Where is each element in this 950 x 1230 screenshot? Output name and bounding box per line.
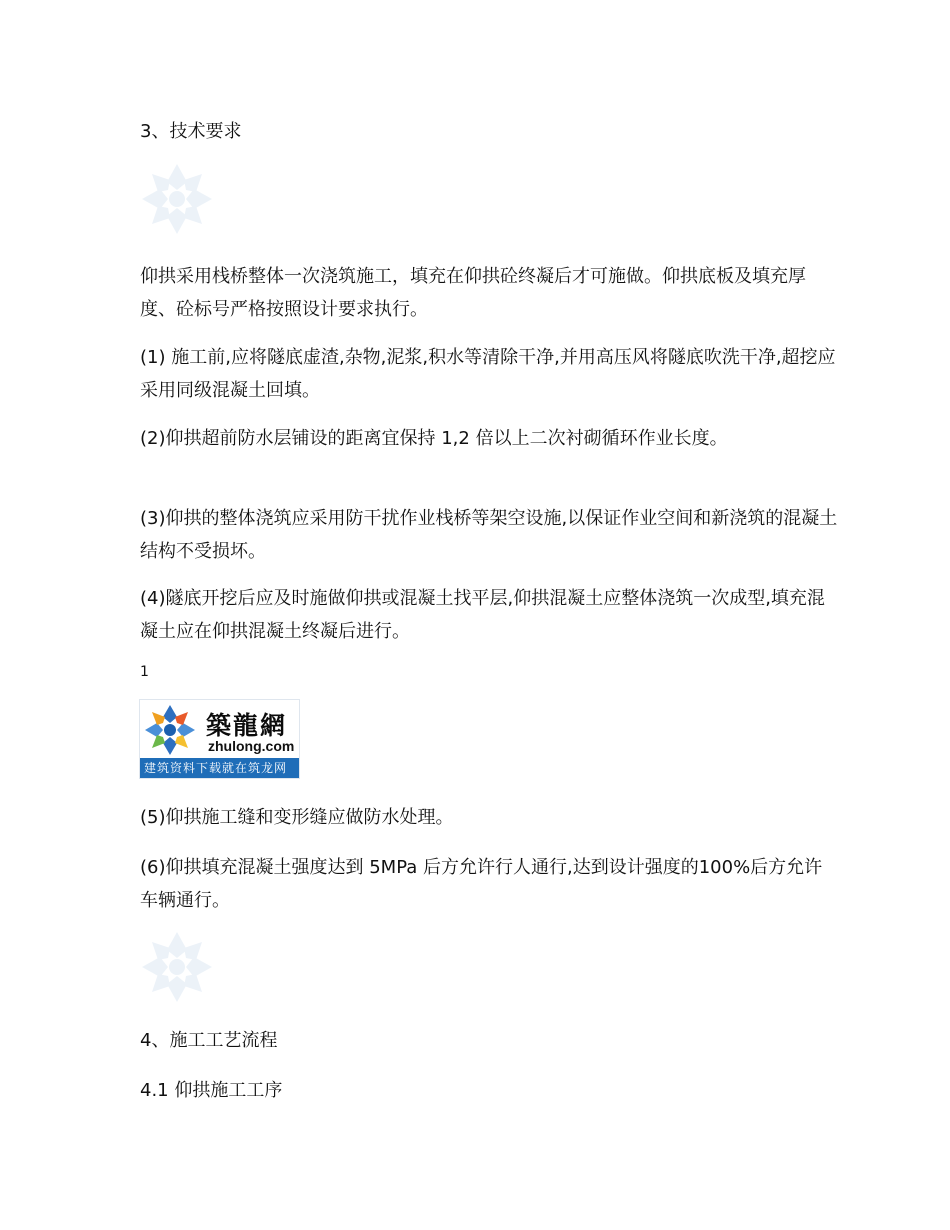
zhulong-logo <box>139 699 300 779</box>
paragraph-item-3: (3)仰拱的整体浇筑应采用防干扰作业栈桥等架空设施,以保证作业空间和新浇筑的混凝土结构不受损坏。 <box>140 508 838 562</box>
logo-name-cn: 築龍網 <box>206 711 288 740</box>
paragraph-item-5: (5)仰拱施工缝和变形缝应做防水处理。 <box>140 807 454 828</box>
paragraph-item-6: (6)仰拱填充混凝土强度达到 5MPa 后方允许行人通行,达到设计强度的100%后方允许车辆通行。 <box>140 857 823 911</box>
page-number: 1 <box>140 664 149 680</box>
paragraph-item-4: (4)隧底开挖后应及时施做仰拱或混凝土找平层,仰拱混凝土应整体浇筑一次成型,填充混凝土应在仰拱混凝土终凝后进行。 <box>140 588 825 642</box>
logo-slogan: 建筑资料下载就在筑龙网 <box>140 758 299 778</box>
logo-domain: zhulong.com <box>208 738 295 754</box>
paragraph-intro: 仰拱采用栈桥整体一次浇筑施工，填充在仰拱砼终凝后才可施做。仰拱底板及填充厚度、砼标号严格按照设计要求执行。 <box>140 266 806 320</box>
zhulong-logo-icon <box>142 702 198 758</box>
paragraph-item-2: (2)仰拱超前防水层铺设的距离宜保持 1,2 倍以上二次衬砌循环作业长度。 <box>140 428 728 449</box>
section-heading-3: 3、技术要求 <box>140 121 242 142</box>
watermark-flower-icon <box>138 928 216 1006</box>
watermark-flower-icon <box>138 160 216 238</box>
paragraph-item-1: (1) 施工前,应将隧底虚渣,杂物,泥浆,积水等清除干净,并用高压风将隧底吹洗干净,超挖应采用同级混凝土回填。 <box>140 347 836 401</box>
subsection-heading-4-1: 4.1 仰拱施工工序 <box>140 1080 283 1101</box>
section-heading-4: 4、施工工艺流程 <box>140 1030 278 1051</box>
